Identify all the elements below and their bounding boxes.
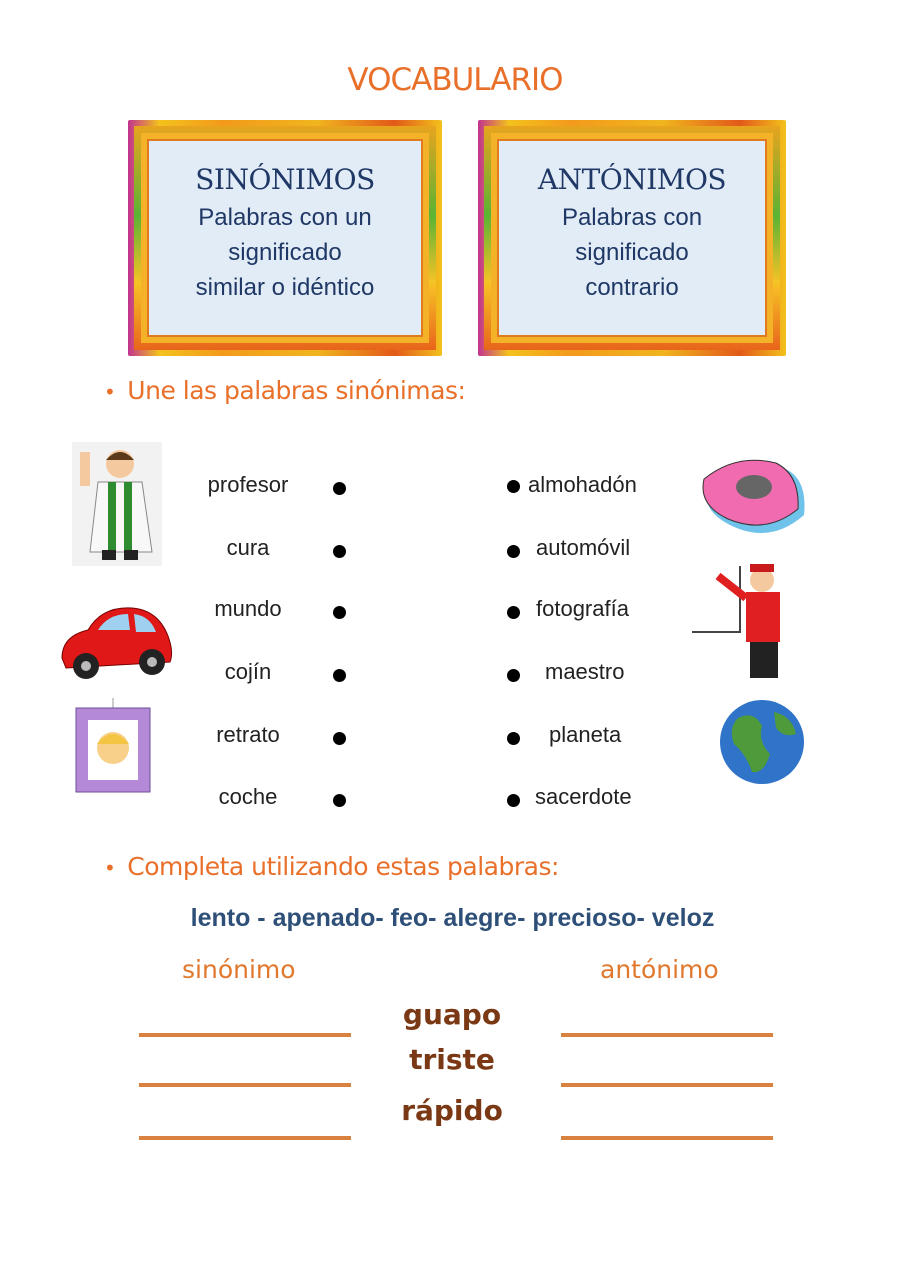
right-word: maestro <box>545 659 625 684</box>
match-dot-left[interactable] <box>333 732 346 745</box>
bullet: • <box>104 856 116 880</box>
antonym-answer-line[interactable] <box>561 1083 773 1087</box>
word-bank: lento - apenado- feo- alegre- precioso- veloz <box>190 904 715 932</box>
target-word: rápido <box>401 1094 503 1127</box>
right-word: fotografía <box>536 596 629 621</box>
match-dot-right[interactable] <box>507 480 520 493</box>
exercise2-instruction: Completa utilizando estas palabras: <box>127 852 559 881</box>
match-dot-left[interactable] <box>333 545 346 558</box>
globe-icon <box>718 698 806 786</box>
left-word: retrato <box>216 722 280 747</box>
synonyms-desc-line: significado <box>228 239 342 266</box>
match-dot-right[interactable] <box>507 606 520 619</box>
left-word: mundo <box>214 596 282 621</box>
synonym-answer-line[interactable] <box>139 1136 351 1140</box>
match-dot-left[interactable] <box>333 669 346 682</box>
right-word: almohadón <box>528 472 637 497</box>
right-word: planeta <box>549 722 622 747</box>
exercise1-heading <box>104 376 465 405</box>
antonyms-desc-line: contrario <box>585 274 679 301</box>
teacher-icon <box>690 558 796 680</box>
cushion-icon <box>700 455 812 541</box>
antonym-answer-line[interactable] <box>561 1136 773 1140</box>
match-dot-right[interactable] <box>507 732 520 745</box>
synonyms-desc-line: similar o idéntico <box>195 274 375 301</box>
antonym-answer-line[interactable] <box>561 1033 773 1037</box>
car-icon <box>58 596 176 686</box>
match-dot-right[interactable] <box>507 794 520 807</box>
antonyms-card <box>478 120 786 356</box>
target-word: triste <box>409 1043 495 1076</box>
synonyms-card <box>128 120 442 356</box>
right-word: sacerdote <box>535 784 632 809</box>
left-word: coche <box>218 784 278 809</box>
left-word: cojín <box>224 659 272 684</box>
page-title: VOCABULARIO <box>347 62 563 98</box>
match-dot-left[interactable] <box>333 606 346 619</box>
portrait-frame-icon <box>72 696 154 796</box>
synonyms-heading: SINÓNIMOS <box>195 163 375 196</box>
synonym-answer-line[interactable] <box>139 1033 351 1037</box>
target-word: guapo <box>402 998 502 1031</box>
match-dot-left[interactable] <box>333 794 346 807</box>
left-word: profesor <box>207 472 289 497</box>
synonym-column-label: sinónimo <box>182 955 296 984</box>
antonyms-heading: ANTÓNIMOS <box>537 163 727 196</box>
synonym-answer-line[interactable] <box>139 1083 351 1087</box>
exercise1-instruction: Une las palabras sinónimas: <box>127 376 466 405</box>
exercise2-heading <box>104 852 559 881</box>
antonyms-desc-line: significado <box>575 239 689 266</box>
synonyms-desc-line: Palabras con un <box>198 204 372 231</box>
bullet: • <box>104 380 116 404</box>
right-word: automóvil <box>536 535 631 560</box>
antonyms-desc-line: Palabras con <box>561 204 703 231</box>
priest-icon <box>72 442 162 566</box>
antonym-column-label: antónimo <box>600 955 719 984</box>
match-dot-right[interactable] <box>507 669 520 682</box>
match-dot-right[interactable] <box>507 545 520 558</box>
left-word: cura <box>226 535 270 560</box>
match-dot-left[interactable] <box>333 482 346 495</box>
